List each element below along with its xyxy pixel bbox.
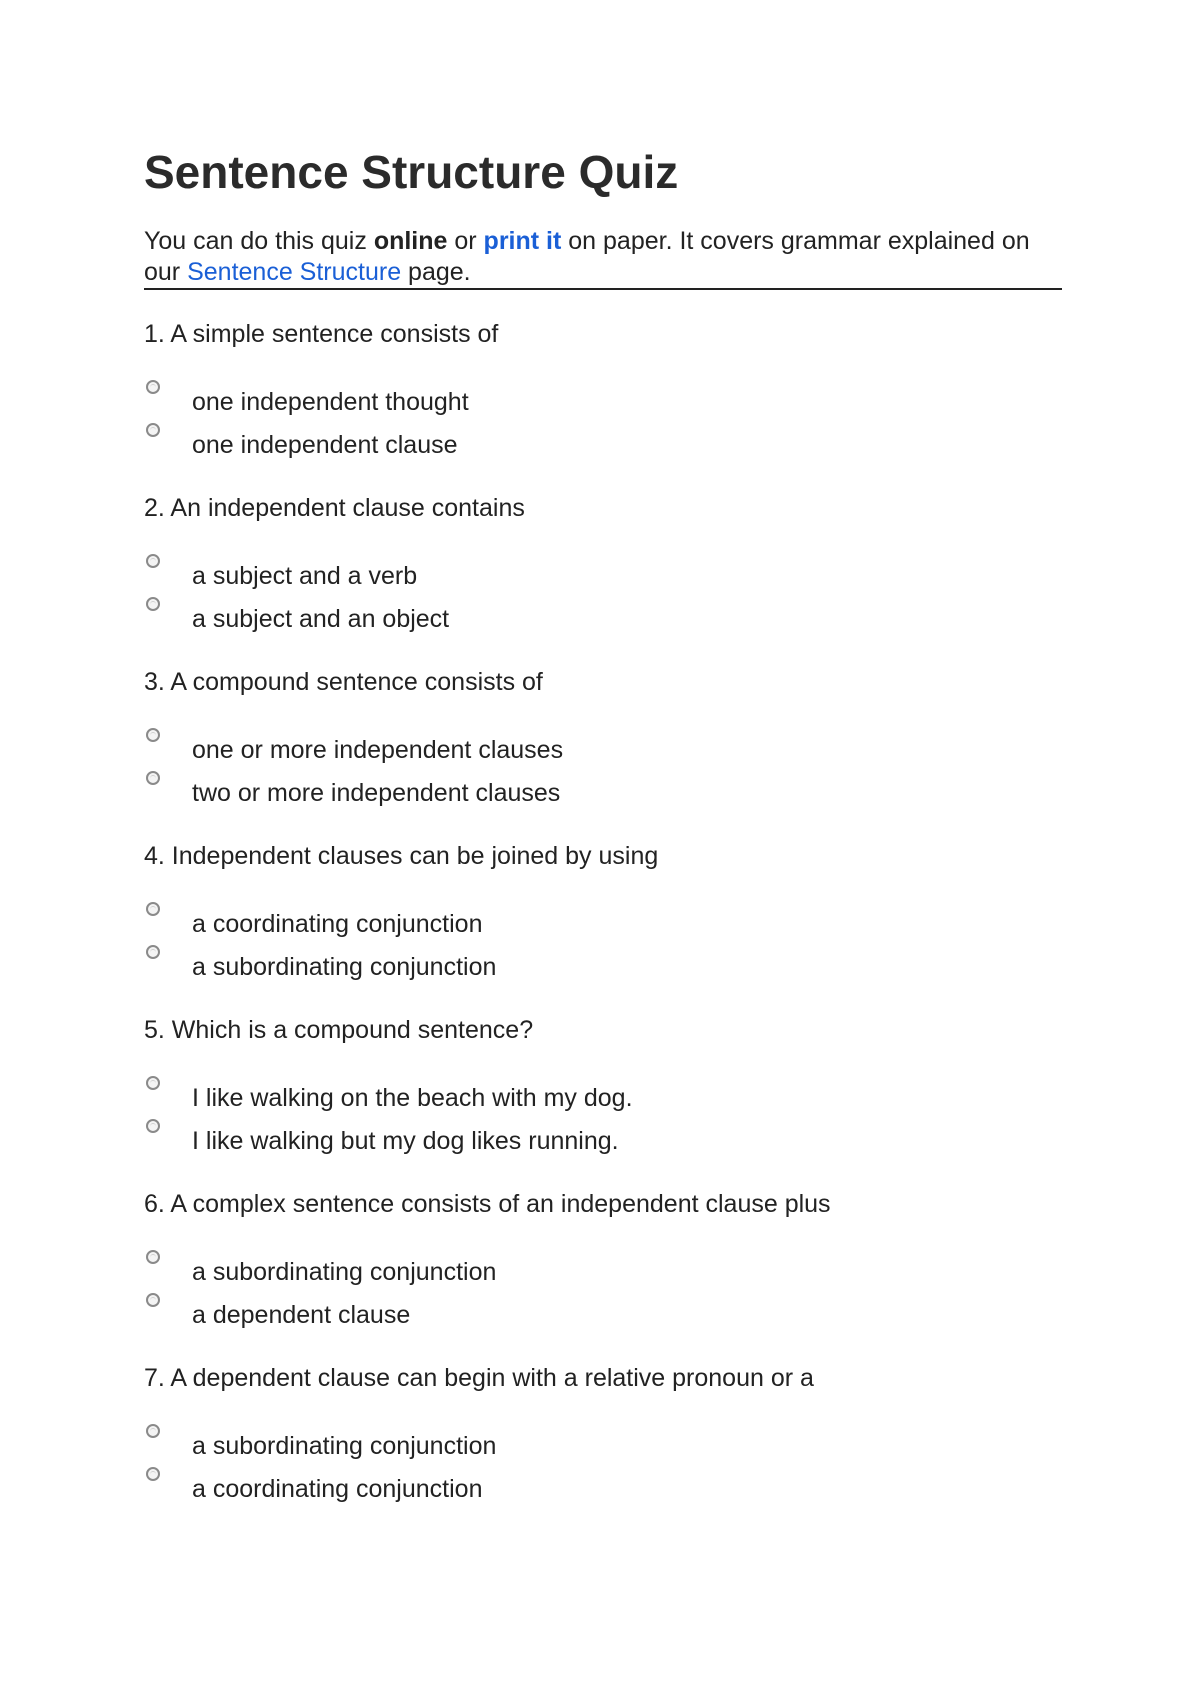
question-text: 3. A compound sentence consists of (144, 668, 543, 696)
page-title: Sentence Structure Quiz (144, 146, 679, 198)
question-6 (144, 1188, 1062, 1362)
option-label[interactable]: I like walking on the beach with my dog. (192, 1084, 633, 1112)
option-label[interactable]: I like walking but my dog likes running. (192, 1127, 619, 1155)
radio-button-icon[interactable] (146, 380, 160, 394)
question-1 (144, 318, 1062, 492)
option-label[interactable]: a subordinating conjunction (192, 1258, 497, 1286)
radio-button-icon[interactable] (146, 423, 160, 437)
option-label[interactable]: a coordinating conjunction (192, 1475, 483, 1503)
print-it-link[interactable]: print it (483, 227, 562, 255)
question-text: 1. A simple sentence consists of (144, 320, 499, 348)
option-label[interactable]: a subject and a verb (192, 562, 418, 590)
intro-text-4: page. (401, 258, 471, 286)
sentence-structure-link[interactable]: Sentence Structure (187, 258, 402, 286)
radio-button-icon[interactable] (146, 771, 160, 785)
intro-text-1: You can do this quiz (144, 227, 374, 255)
intro-paragraph (144, 226, 1062, 290)
intro-text-3: on paper. It covers grammar explained on our (144, 227, 1030, 286)
question-3 (144, 666, 1062, 840)
option-label[interactable]: a subordinating conjunction (192, 1432, 497, 1460)
intro-text-2: or (447, 227, 484, 255)
question-7 (144, 1362, 1062, 1536)
radio-button-icon[interactable] (146, 1250, 160, 1264)
online-text: online (373, 227, 448, 255)
radio-button-icon[interactable] (146, 728, 160, 742)
radio-button-icon[interactable] (146, 1467, 160, 1481)
radio-button-icon[interactable] (146, 1076, 160, 1090)
option-label[interactable]: one independent thought (192, 388, 469, 416)
radio-button-icon[interactable] (146, 1119, 160, 1133)
radio-button-icon[interactable] (146, 597, 160, 611)
option-label[interactable]: a coordinating conjunction (192, 910, 483, 938)
question-text: 4. Independent clauses can be joined by using (144, 842, 659, 870)
radio-button-icon[interactable] (146, 1293, 160, 1307)
option-label[interactable]: two or more independent clauses (192, 779, 561, 807)
option-label[interactable]: a subject and an object (192, 605, 450, 633)
question-text: 5. Which is a compound sentence? (144, 1016, 534, 1044)
question-2 (144, 492, 1062, 666)
option-label[interactable]: a dependent clause (192, 1301, 411, 1329)
question-list (144, 318, 1062, 1536)
question-4 (144, 840, 1062, 1014)
option-label[interactable]: one independent clause (192, 431, 458, 459)
radio-button-icon[interactable] (146, 1424, 160, 1438)
option-label[interactable]: a subordinating conjunction (192, 953, 497, 981)
quiz-page (144, 140, 1062, 1536)
radio-button-icon[interactable] (146, 945, 160, 959)
option-label[interactable]: one or more independent clauses (192, 736, 564, 764)
question-text: 6. A complex sentence consists of an independent clause plus (144, 1190, 831, 1218)
question-5 (144, 1014, 1062, 1188)
question-text: 7. A dependent clause can begin with a relative pronoun or a (144, 1364, 814, 1392)
question-text: 2. An independent clause contains (144, 494, 525, 522)
radio-button-icon[interactable] (146, 902, 160, 916)
radio-button-icon[interactable] (146, 554, 160, 568)
